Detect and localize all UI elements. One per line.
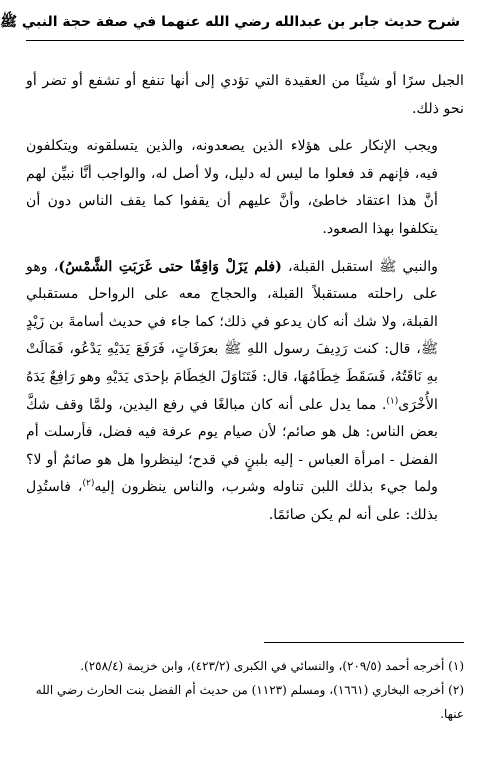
- footnote-ref-2[interactable]: (٢): [82, 478, 95, 489]
- paragraph-3-body: ، وهو على راحلته مستقبلاً القبلة، والحجاج معه على الرواحل مستقبلي القبلة، ولا شك أنه كان يدعو في ذلك؛ كما جاء في حديث أسامةَ بن زَيْدٍ ﷺ، قال: كنت رَدِيفَ رسول اللهِ ﷺ بعرَفَاتٍ، فَرَفَعَ يَدَيْهِ يَدْعُو، فَمَالَتْ بهِ نَاقَتُهُ، فَسَقَطَ خِطَامُهَا، قال: فَتَنَاوَلَ الخِطَامَ بإحدَى يَدَيْهِ وهو رَافِعٌ يَدَهُ الأُخْرَى: [26, 258, 438, 413]
- header-title: شرح حديث جابر بن عبدالله رضي الله عنهما في صفة حجة النبي ﷺ: [0, 14, 460, 30]
- footnote-2: (٢) أخرجه البخاري (١٦٦١)، ومسلم (١١٢٣) من حديث أم الفضل بنت الحارث رضي الله عنها.: [35, 683, 464, 721]
- header-rule: [26, 40, 464, 41]
- body-text: [26, 68, 464, 530]
- hadith-quote: (فلم يَزَلْ وَاقِفًا حتى غَرَبَتِ الشَّمْسُ): [58, 258, 282, 275]
- paragraph-3-continued: . مما يدل على أنه كان مبالغًا في رفع اليدين، ولمَّا وقف شكَّ بعض الناس: هل هو صائم؛ لأن صيام يوم عرفة فيه فضل، فأرسلت أم الفضل - امرأة العباس - إليه بلبنٍ في قدح؛ لينظروا هل هو صائمٌ أو لا؟ ولما جيء بذلك اللبن تناوله وشرب، والناس ينظرون إليه: [26, 396, 438, 496]
- paragraph-3-intro: والنبي ﷺ استقبل القبلة،: [281, 258, 438, 275]
- footnote-separator: [264, 642, 464, 643]
- paragraph-1: الجبل سرًا أو شيئًا من العقيدة التي تؤدي إلى أنها تنفع أو تشفع أو تضر أو نحو ذلك.: [26, 73, 464, 117]
- paragraph-3-end: ، فاستُدِل بذلك: على أنه لم يكن صائمًا.: [26, 479, 438, 523]
- footnotes: [26, 654, 464, 726]
- footnote-1: (١) أخرجه أحمد (٢٠٩/٥)، والنسائي في الكبرى (٤٢٣/٢)، وابن خزيمة (٢٥٨/٤).: [80, 659, 464, 673]
- paragraph-2: ويجب الإنكار على هؤلاء الذين يصعدونه، والذين يتسلقونه ويتكلفون فيه، فإنهم قد فعلوا ما ليس له دليل، ولا أصل له، والواجب أنَّا نبيِّن لهم أنَّ هذا اعتقاد خاطئ، وأنَّ عليهم أن يقفوا كما يقف الناس دون أن يتكلفوا بهذا الصعود.: [26, 138, 438, 237]
- footnote-ref-1[interactable]: (١): [386, 395, 399, 406]
- running-header: [0, 8, 460, 38]
- paragraph-3: [26, 254, 464, 530]
